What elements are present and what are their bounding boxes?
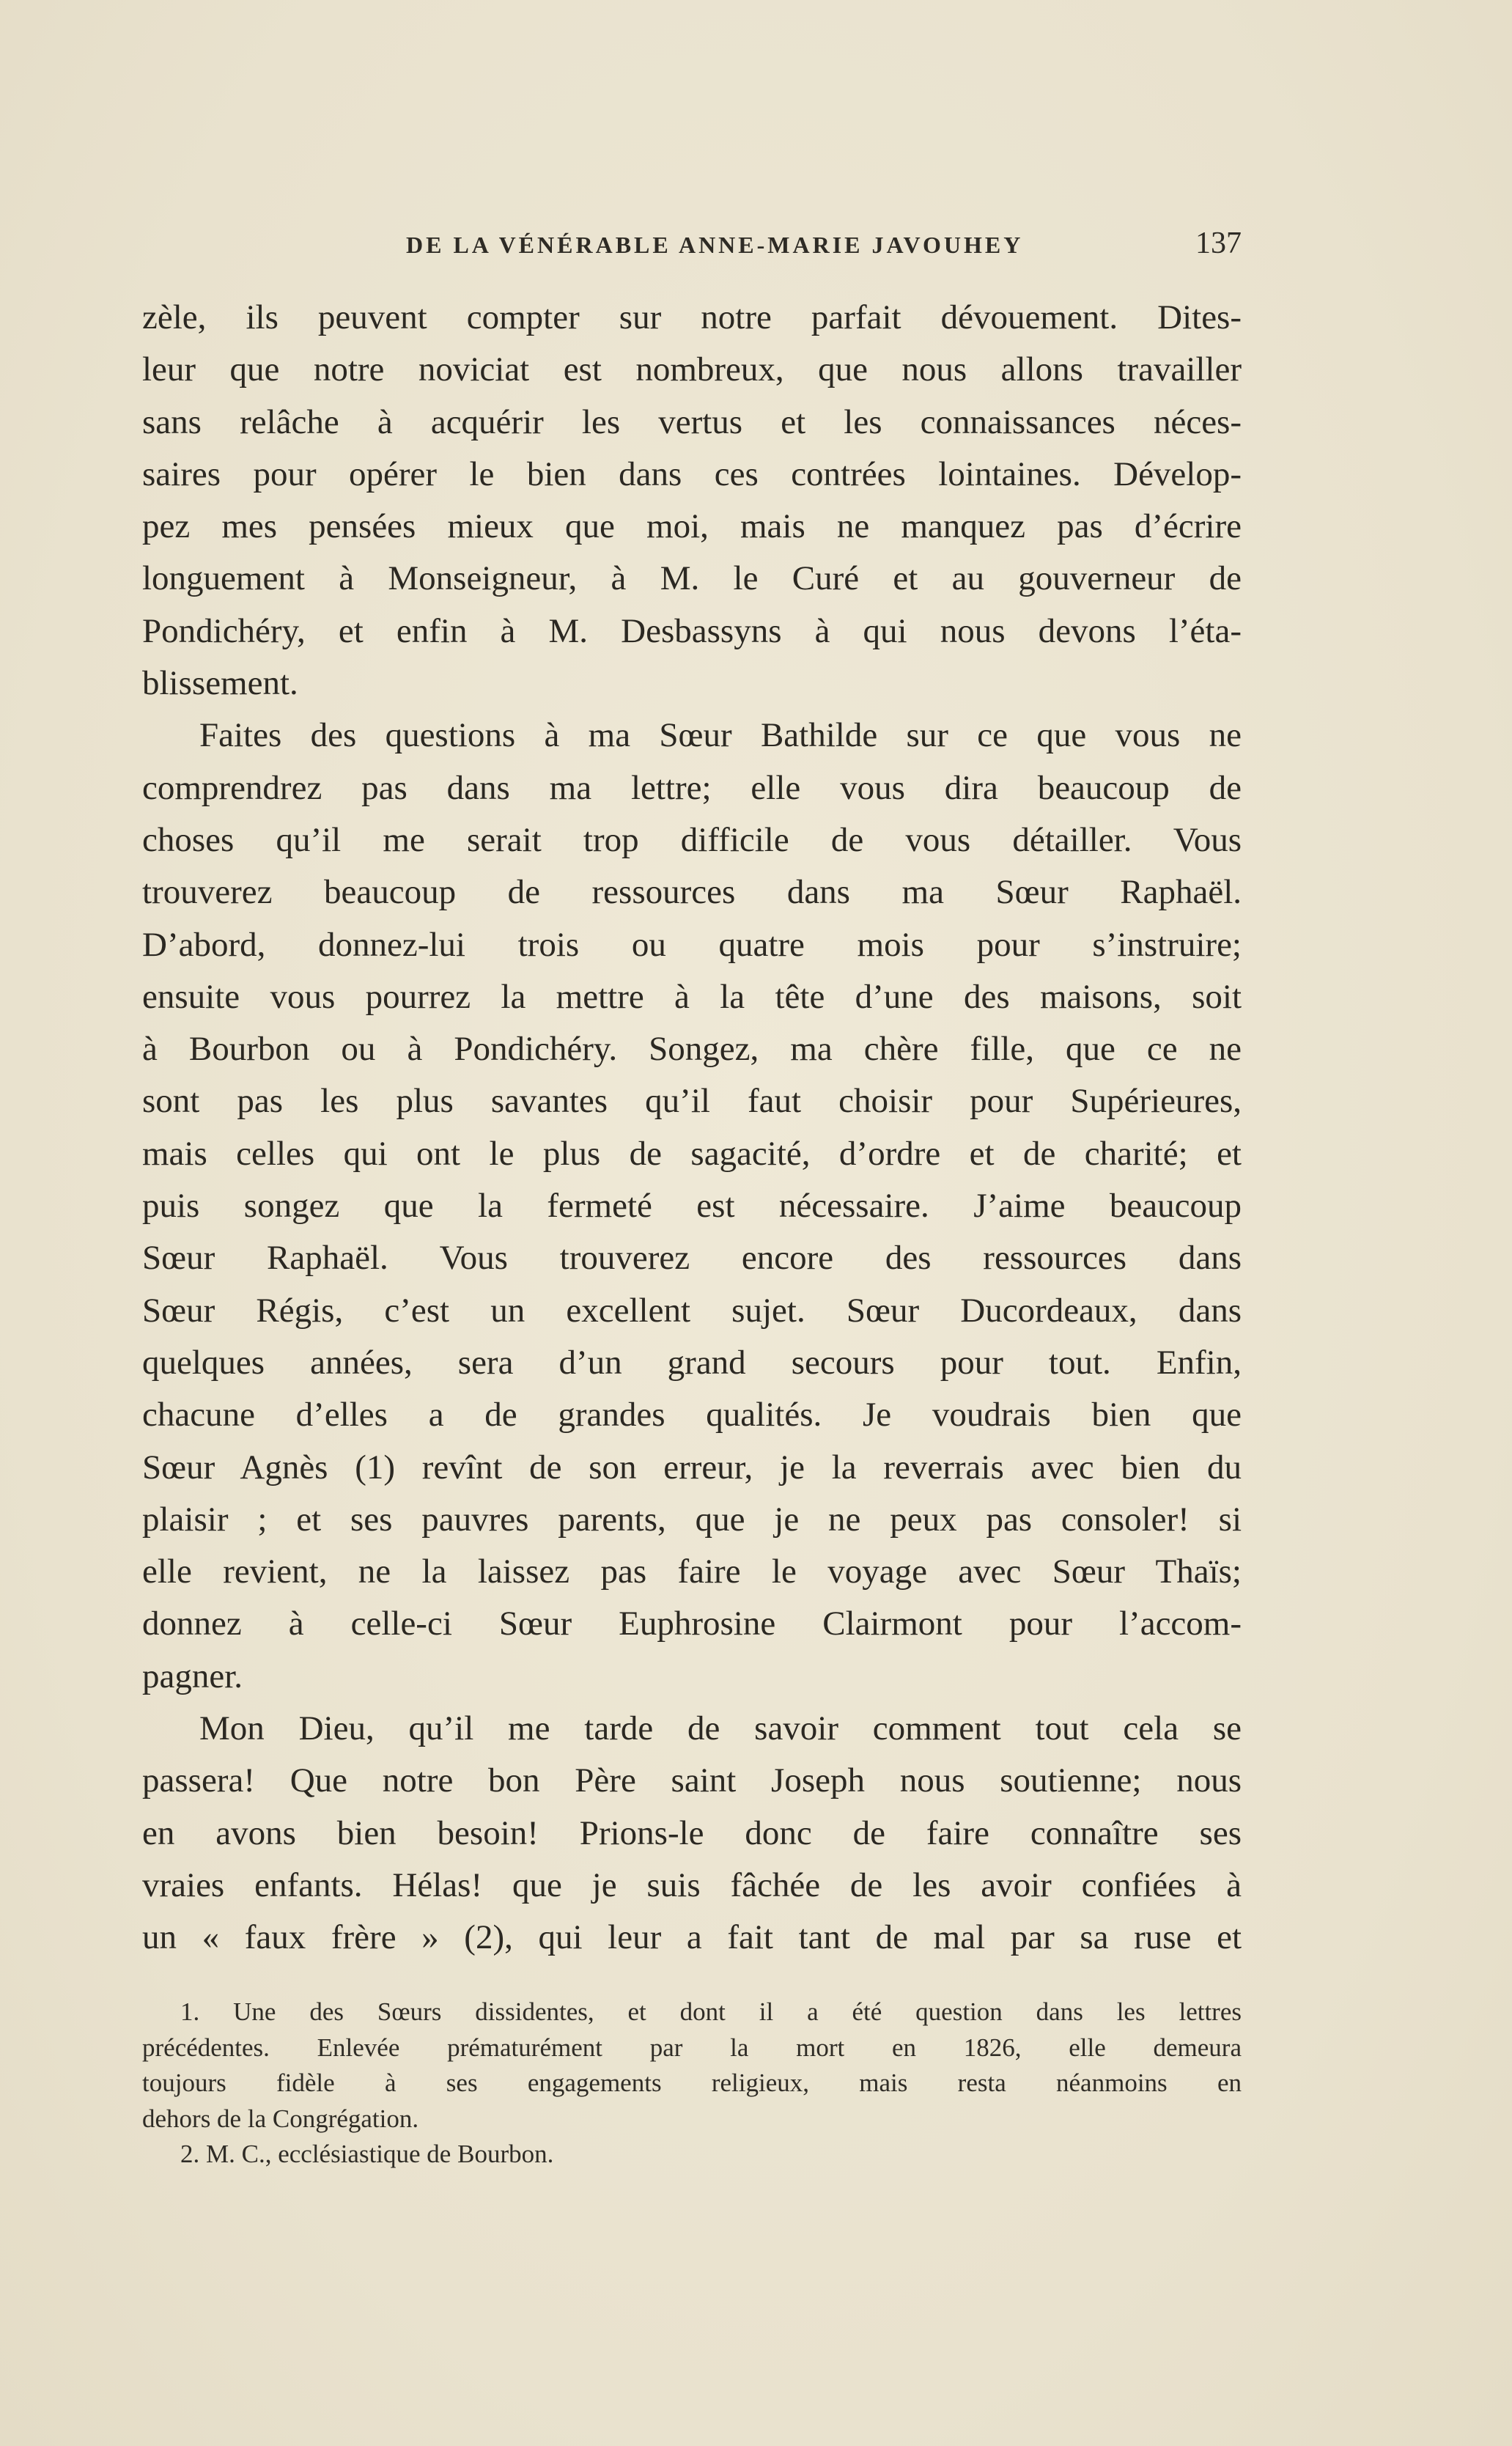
text-line: sans relâche à acquérir les vertus et les connaissances néces- <box>142 402 1242 441</box>
text-line: chacune d’elles a de grandes qualités. Je voudrais bien que <box>142 1396 1242 1434</box>
text-line: Sœur Régis, c’est un excellent sujet. Sœur Ducordeaux, dans <box>142 1291 1242 1330</box>
footnote-line: 1. Une des Sœurs dissidentes, et dont il a été question dans les lettres <box>180 1997 1242 2026</box>
text-line: en avons bien besoin! Prions-le donc de faire connaître ses <box>142 1813 1242 1852</box>
text-line: sont pas les plus savantes qu’il faut choisir pour Supérieures, <box>142 1082 1242 1121</box>
text-line: ensuite vous pourrez la mettre à la tête d’une des maisons, soit <box>142 977 1242 1016</box>
text-line: blissement. <box>142 664 298 703</box>
text-line: puis songez que la fermeté est nécessaire. J’aime beaucoup <box>142 1187 1242 1226</box>
text-line: choses qu’il me serait trop difficile de vous détailler. Vous <box>142 820 1242 859</box>
footnotes <box>142 1994 1242 2173</box>
footnote-line: 2. M. C., ecclésiastique de Bourbon. <box>180 2140 554 2168</box>
text-line: vraies enfants. Hélas! que je suis fâchée de les avoir confiées à <box>142 1865 1242 1904</box>
text-line: leur que notre noviciat est nombreux, que nous allons travailler <box>142 350 1242 389</box>
text-line: saires pour opérer le bien dans ces contrées lointaines. Dévelop- <box>142 454 1242 493</box>
text-line: zèle, ils peuvent compter sur notre parfait dévouement. Dites- <box>142 298 1242 336</box>
footnote-line: toujours fidèle à ses engagements religieux, mais resta néanmoins en <box>142 2069 1242 2097</box>
page-number: 137 <box>1195 226 1242 260</box>
text-line: pez mes pensées mieux que moi, mais ne manquez pas d’écrire <box>142 507 1242 546</box>
text-line: mais celles qui ont le plus de sagacité, d’ordre et de charité; et <box>142 1134 1242 1173</box>
text-line: Sœur Agnès (1) revînt de son erreur, je la reverrais avec bien du <box>142 1448 1242 1487</box>
text-line: plaisir ; et ses pauvres parents, que je ne peux pas consoler! si <box>142 1500 1242 1539</box>
body-text <box>142 292 1242 1964</box>
running-title: DE LA VÉNÉRABLE ANNE-MARIE JAVOUHEY <box>406 232 1024 258</box>
running-header <box>142 226 1242 262</box>
text-line: pagner. <box>142 1657 243 1695</box>
text-line: quelques années, sera d’un grand secours pour tout. Enfin, <box>142 1343 1242 1382</box>
text-line: trouverez beaucoup de ressources dans ma Sœur Raphaël. <box>142 873 1242 912</box>
text-line: Mon Dieu, qu’il me tarde de savoir comment tout cela se <box>199 1709 1242 1748</box>
footnote-line: précédentes. Enlevée prématurément par la mort en 1826, elle demeura <box>142 2033 1242 2062</box>
text-line: elle revient, ne la laissez pas faire le voyage avec Sœur Thaïs; <box>142 1552 1242 1591</box>
text-line: à Bourbon ou à Pondichéry. Songez, ma chère fille, que ce ne <box>142 1030 1242 1069</box>
text-line: Pondichéry, et enfin à M. Desbassyns à qui nous devons l’éta- <box>142 611 1242 650</box>
text-line: D’abord, donnez-lui trois ou quatre mois pour s’instruire; <box>142 925 1242 964</box>
footnote-line: dehors de la Congrégation. <box>142 2104 419 2133</box>
text-line: passera! Que notre bon Père saint Joseph nous soutienne; nous <box>142 1761 1242 1800</box>
text-line: comprendrez pas dans ma lettre; elle vous dira beaucoup de <box>142 768 1242 807</box>
text-line: donnez à celle-ci Sœur Euphrosine Clairmont pour l’accom- <box>142 1605 1242 1643</box>
text-line: Sœur Raphaël. Vous trouverez encore des ressources dans <box>142 1239 1242 1278</box>
text-line: un « faux frère » (2), qui leur a fait tant de mal par sa ruse et <box>142 1918 1242 1957</box>
text-line: longuement à Monseigneur, à M. le Curé et au gouverneur de <box>142 559 1242 598</box>
text-line: Faites des questions à ma Sœur Bathilde sur ce que vous ne <box>199 716 1242 755</box>
